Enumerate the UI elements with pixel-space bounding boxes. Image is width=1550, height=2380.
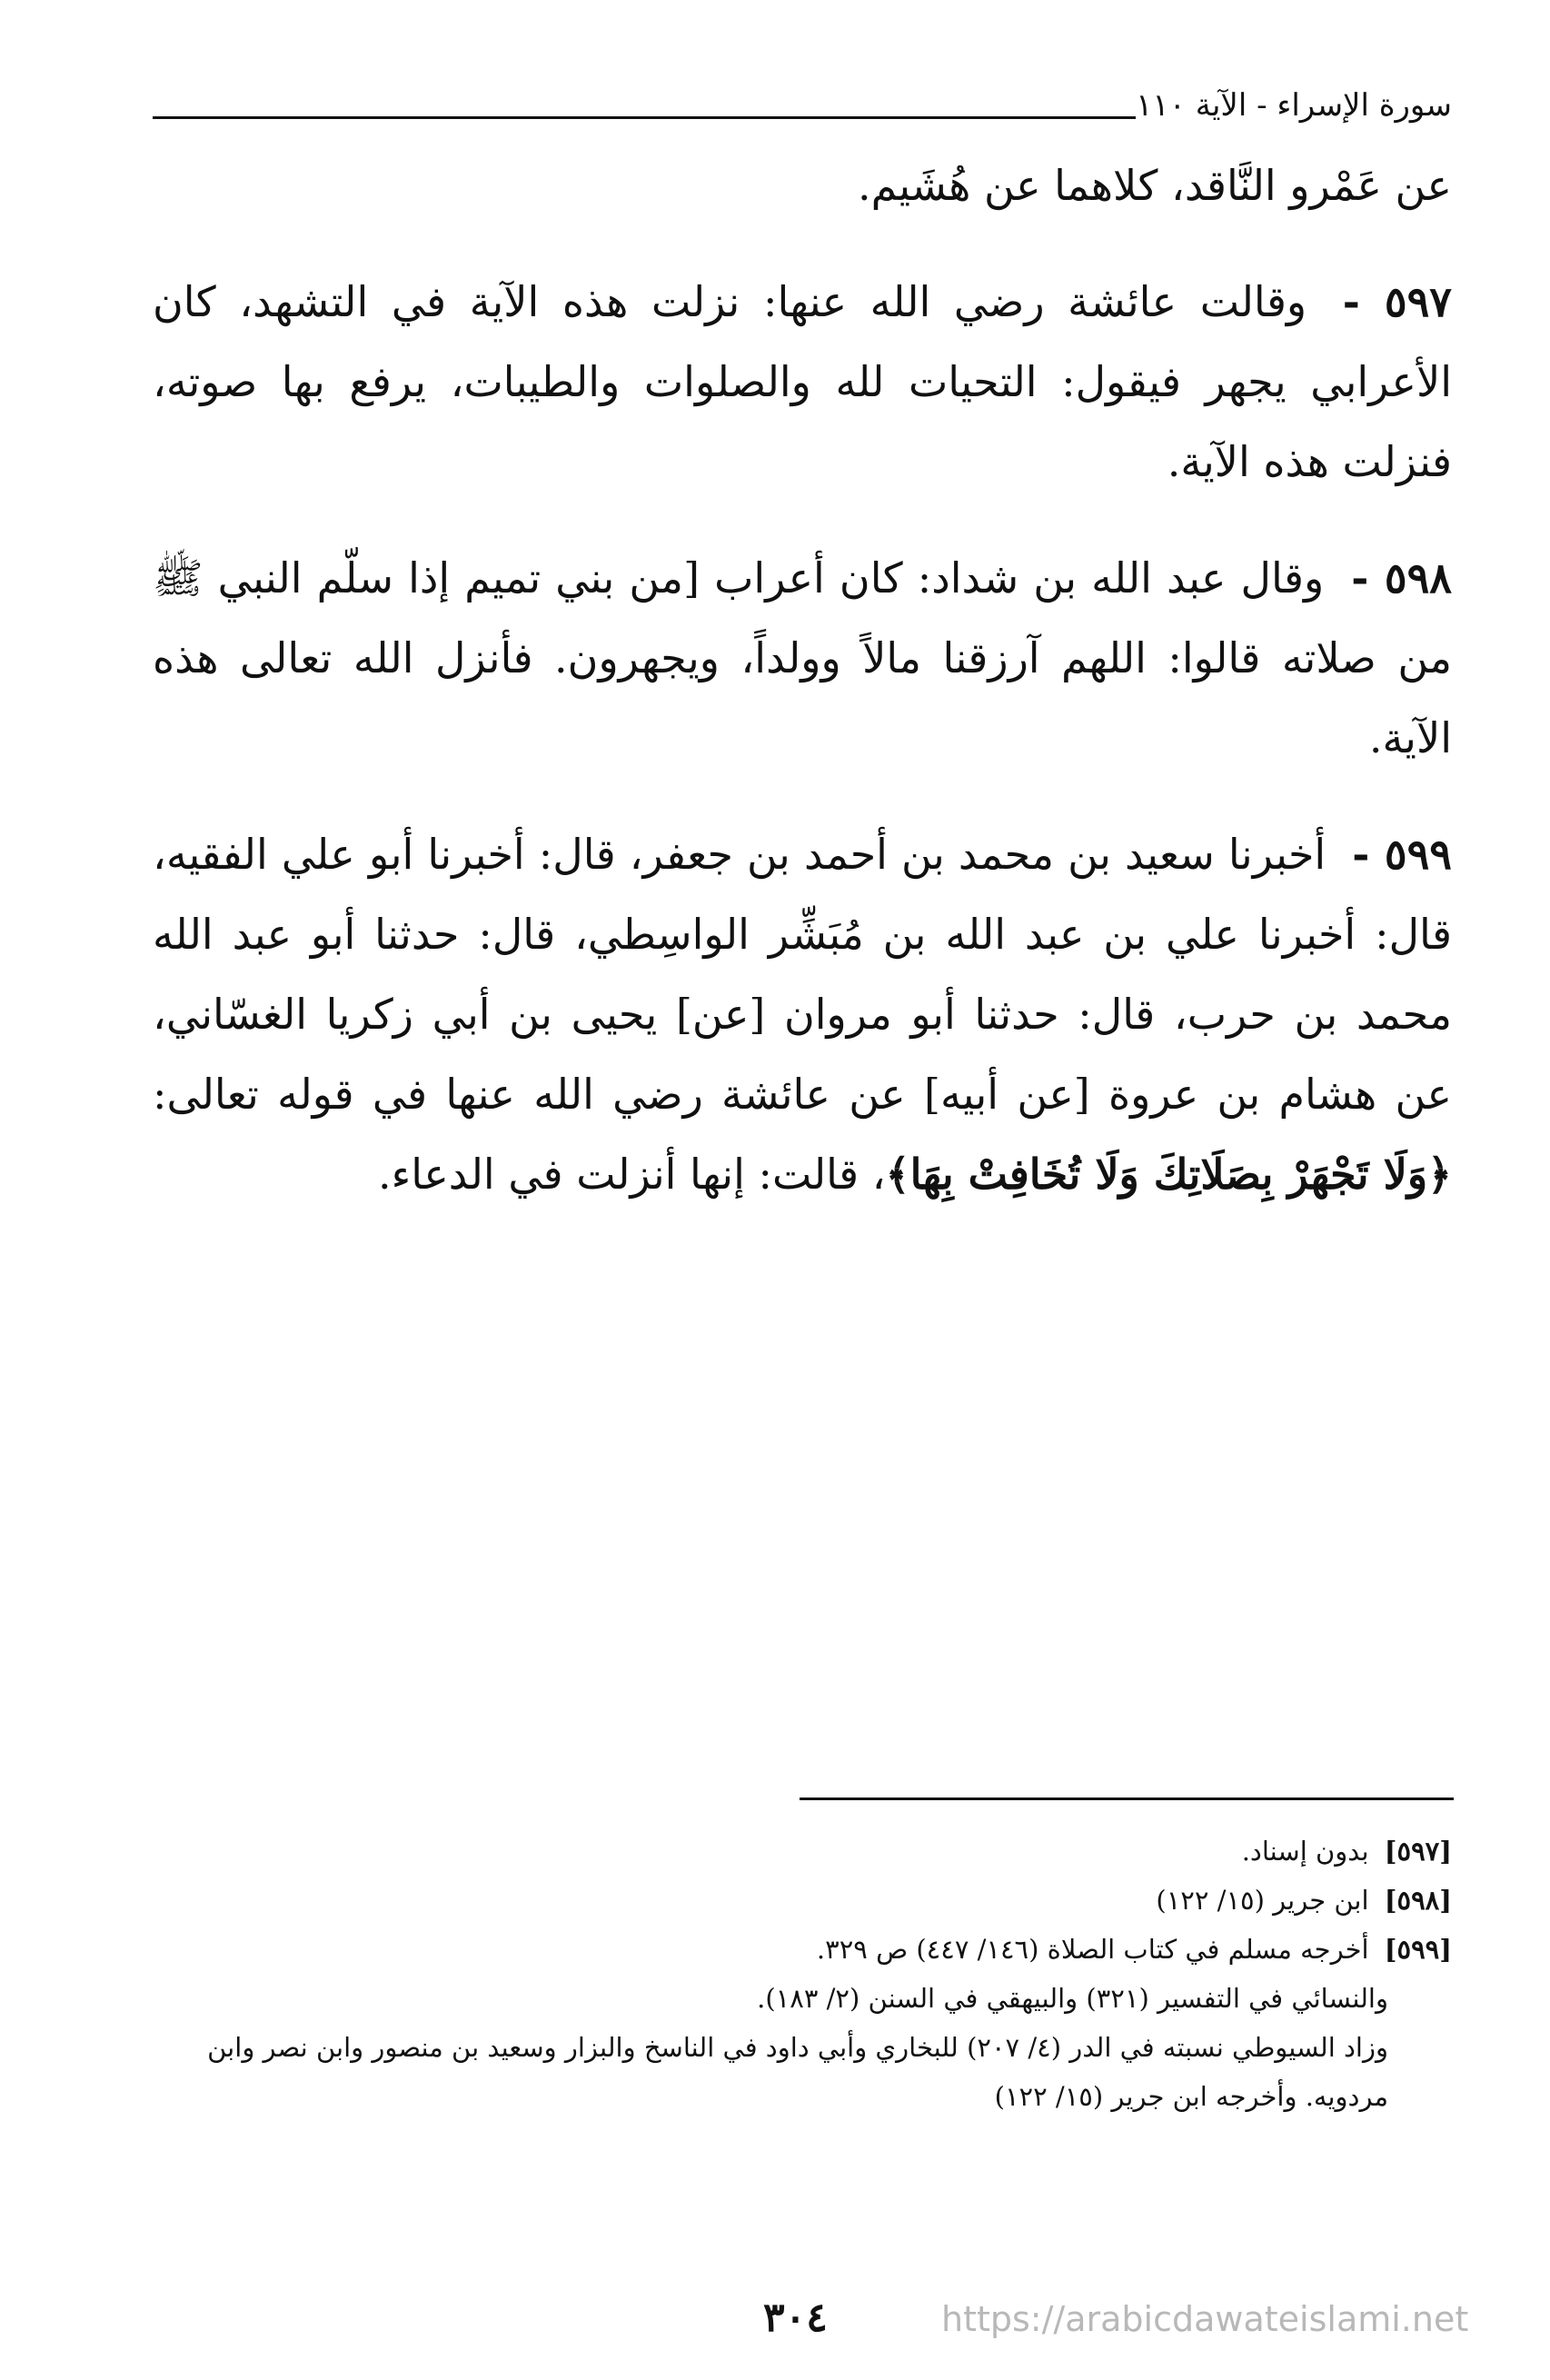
footnote-599-continued: وزاد السيوطي نسبته في الدر (٤/ ٢٠٧) للبخاري وأبي داود في الناسخ والبزار وسعيد بن منصور وابن نصر وابن مردويه. وأخرجه ابن جرير (١٥/ ١٢٢) (207, 2032, 1388, 2112)
main-text (153, 145, 1452, 1214)
footnote-text: ابن جرير (١٥/ ١٢٢) (1156, 1885, 1369, 1916)
quran-verse: ﴿وَلَا تَجْهَرْ بِصَلَاتِكَ وَلَا تُخَافِتْ بِهَا﴾ (885, 1150, 1452, 1199)
footnote-599-continued: والنسائي في التفسير (٣٢١) والبيهقي في السنن (٢/ ١٨٣). (757, 1983, 1388, 2014)
continuation-line: عن عَمْرو النَّاقد، كلاهما عن هُشَيم. (858, 161, 1452, 210)
footnotes (153, 1827, 1452, 2121)
hadith-598 (153, 538, 1452, 778)
page-number: ٣٠٤ (763, 2295, 828, 2341)
footnote-tag: [٥٩٧] (1384, 1836, 1452, 1867)
watermark-url[interactable]: https://arabicdawateislami.net (941, 2299, 1469, 2339)
hadith-number: ٥٩٨ - (1351, 553, 1453, 602)
footnote-tag: [٥٩٩] (1384, 1934, 1452, 1965)
hadith-text: وقال عبد الله بن شداد: كان أعراب [من بني تميم إذا سلّم النبي ﷺ من صلاته قالوا: اللهم آرزقنا مالاً وولداً، ويجهرون. فأنزل الله تعالى هذه الآية. (153, 553, 1452, 762)
footnote-text: بدون إسناد. (1241, 1836, 1369, 1867)
footnote-597 (153, 1827, 1452, 1876)
footnote-599 (153, 1925, 1452, 1974)
running-header: سورة الإسراء - الآية ١١٠ (1136, 87, 1452, 124)
footnote-text: أخرجه مسلم في كتاب الصلاة (١٤٦/ ٤٤٧) ص ٣٢٩. (816, 1934, 1369, 1965)
hadith-599 (153, 814, 1452, 1214)
hadith-number: ٥٩٧ - (1342, 277, 1453, 326)
header-rule (153, 116, 1136, 119)
footnote-rule (800, 1797, 1454, 1800)
footnote-598 (153, 1876, 1452, 1925)
hadith-ending: ، قالت: إنها أنزلت في الدعاء. (378, 1150, 886, 1199)
hadith-number: ٥٩٩ - (1352, 830, 1452, 879)
hadith-597 (153, 262, 1452, 502)
hadith-text: أخبرنا سعيد بن محمد بن أحمد بن جعفر، قال: أخبرنا أبو علي الفقيه، قال: أخبرنا علي بن عبد الله بن مُبَشِّر الواسِطي، قال: حدثنا أبو عبد الله محمد بن حرب، قال: حدثنا أبو مروان [عن] يحيى بن أبي زكريا الغسّاني، عن هشام بن عروة [عن أبيه] عن عائشة رضي الله عنها في قوله تعالى: (153, 830, 1452, 1119)
footnote-tag: [٥٩٨] (1384, 1885, 1452, 1916)
hadith-text: وقالت عائشة رضي الله عنها: نزلت هذه الآية في التشهد، كان الأعرابي يجهر فيقول: التحيات لله والصلوات والطيبات، يرفع بها صوته، فنزلت هذه الآية. (153, 277, 1452, 486)
